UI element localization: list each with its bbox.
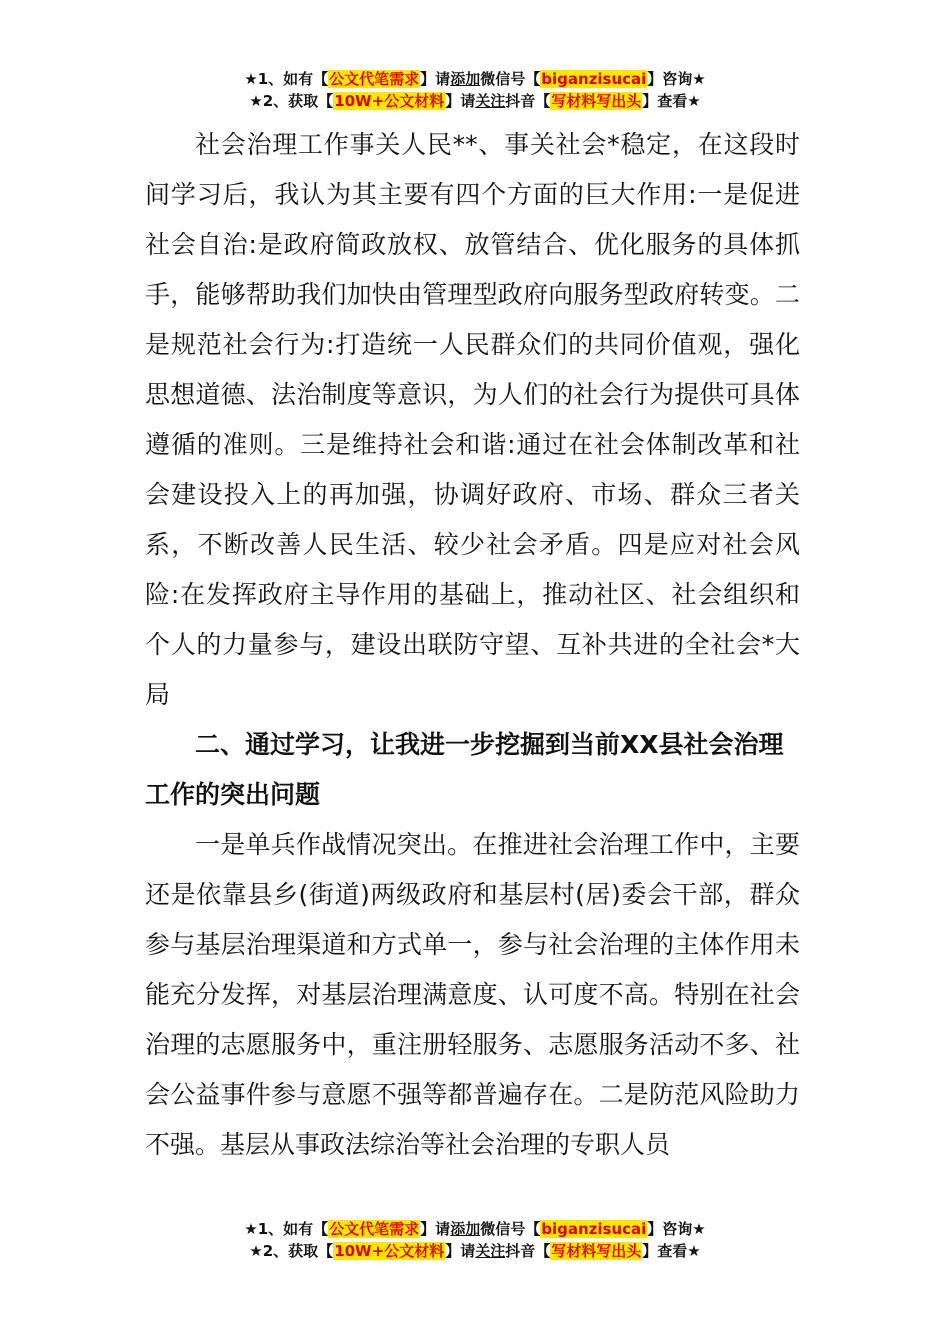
highlight-materials: 10W+公文材料 [334, 92, 445, 110]
highlight-douyin-account: 写材料写出头 [551, 92, 642, 110]
banner-text: 】咨询★ [647, 70, 706, 88]
banner-text: ★1、如有【 [244, 1220, 329, 1238]
highlight-service: 公文代笔需求 [329, 70, 420, 88]
banner-line-2 [0, 90, 950, 112]
banner-text: 】查看★ [642, 1242, 701, 1260]
banner-text: ★2、获取【 [249, 92, 334, 110]
highlight-wechat-id: biganzisucai [541, 70, 647, 88]
banner-line-1 [0, 68, 950, 90]
banner-text: 】请 [420, 70, 451, 88]
section-heading-2: 二、通过学习，让我进一步挖掘到当前XX县社会治理工作的突出问题 [145, 730, 784, 809]
bottom-banner [0, 1218, 950, 1262]
top-banner [0, 68, 950, 112]
banner-text: ★1、如有【 [244, 70, 329, 88]
banner-line-2 [0, 1240, 950, 1262]
paragraph-roles: 社会治理工作事关人民**、事关社会*稳定，在这段时间学习后，我认为其主要有四个方面的巨大作用:一是促进社会自治:是政府简政放权、放管结合、优化服务的具体抓手，能够帮助我们加快由管理型政府向服务型政府转变。二是规范社会行为:打造统一人民群众们的共同价值观，强化思想道德、法治制度等意识，为人们的社会行为提供可具体遵循的准则。三是维持社会和谐:通过在社会体制改革和社会建设投入上的再加强，协调好政府、市场、群众三者关系，不断改善人民生活、较少社会矛盾。四是应对社会风险:在发挥政府主导作用的基础上，推动社区、社会组织和个人的力量参与，建设出联防守望、互补共进的全社会*大局 [145, 130, 800, 709]
banner-text: 微信号【 [480, 70, 541, 88]
banner-text: 微信号【 [480, 1220, 541, 1238]
banner-text: 抖音【 [505, 1242, 551, 1260]
paragraph-problems: 一是单兵作战情况突出。在推进社会治理工作中，主要还是依靠县乡(街道)两级政府和基层村(居)委会干部，群众参与基层治理渠道和方式单一，参与社会治理的主体作用未能充分发挥，对基层治理满意度、认可度不高。特别在社会治理的志愿服务中，重注册轻服务、志愿服务活动不多、社会公益事件参与意愿不强等都普遍存在。二是防范风险助力不强。基层从事政法综治等社会治理的专职人员 [145, 830, 800, 1159]
banner-text: 】请 [445, 1242, 476, 1260]
document-body [145, 120, 800, 1170]
banner-text: 抖音【 [505, 92, 551, 110]
underlined-text: 添加 [450, 70, 481, 88]
banner-text: 】请 [420, 1220, 451, 1238]
banner-text: 】请 [445, 92, 476, 110]
underlined-text: 关注 [475, 92, 506, 110]
banner-line-1 [0, 1218, 950, 1240]
highlight-materials: 10W+公文材料 [334, 1242, 445, 1260]
highlight-wechat-id: biganzisucai [541, 1220, 647, 1238]
highlight-douyin-account: 写材料写出头 [551, 1242, 642, 1260]
underlined-text: 添加 [450, 1220, 481, 1238]
banner-text: 】咨询★ [647, 1220, 706, 1238]
banner-text: ★2、获取【 [249, 1242, 334, 1260]
highlight-service: 公文代笔需求 [329, 1220, 420, 1238]
underlined-text: 关注 [475, 1242, 506, 1260]
banner-text: 】查看★ [642, 92, 701, 110]
